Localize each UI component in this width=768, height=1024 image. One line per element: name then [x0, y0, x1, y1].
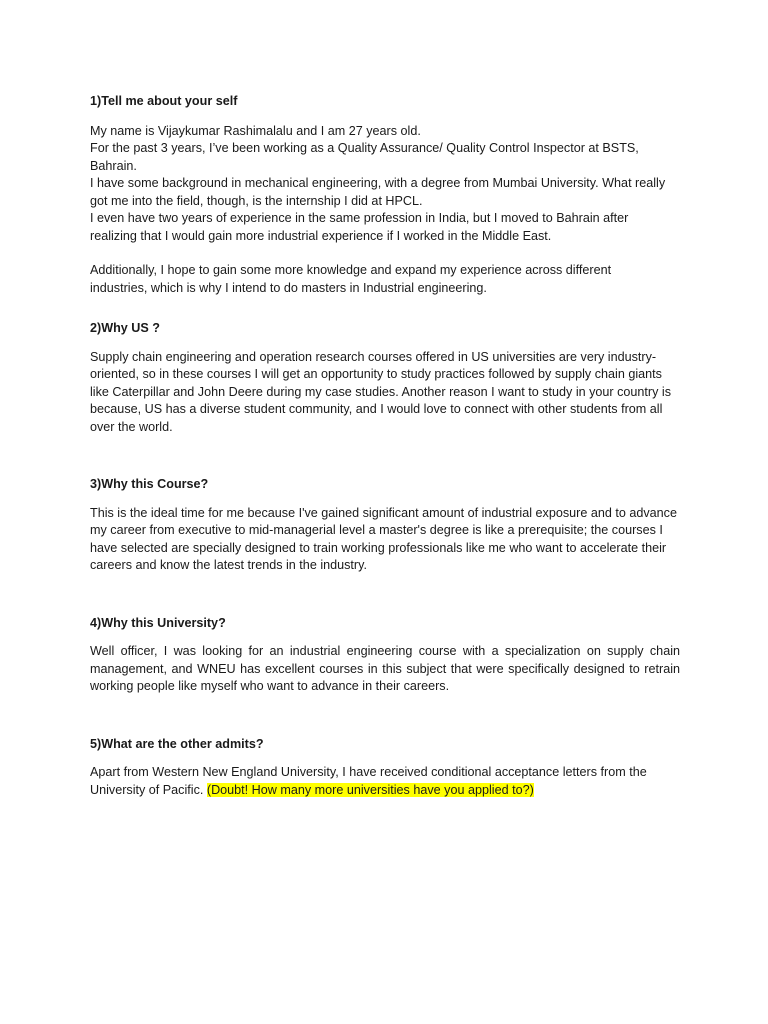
answer-line: I even have two years of experience in the same profession in India, but I moved to Bahrain after [90, 211, 629, 225]
question-2-answer: Supply chain engineering and operation research courses offered in US universities are very industry-oriented, so in these courses I will get an opportunity to study practices followed by supply chain giants like Caterpillar and John Deere during my case studies. Another reason I want to study in your country is because, US has a diverse student community, and I would love to connect with other students from all over the world. [90, 349, 672, 434]
question-5-answer [90, 764, 680, 799]
answer-line: For the past 3 years, I’ve been working as a Quality Assurance/ Quality Control Inspector at BSTS, [90, 141, 639, 155]
answer-line: My name is Vijaykumar Rashimalalu and I am 27 years old. [90, 123, 421, 138]
answer-line: Bahrain. [90, 158, 137, 173]
question-3-title: 3)Why this Course? [90, 477, 209, 491]
question-3-answer: This is the ideal time for me because I've gained significant amount of industrial exposure and to advance my career from executive to mid-managerial level a master's degree is like a prerequisite; the courses I have selected are specially designed to train working professionals like me who want to accelerate their careers and know the latest trends in the industry. [90, 505, 677, 572]
question-1-title: 1)Tell me about your self [90, 94, 238, 108]
answer-line: realizing that I would gain more industrial experience if I worked in the Middle East. [90, 228, 552, 243]
question-5-title: 5)What are the other admits? [90, 736, 264, 751]
answer-line: I have some background in mechanical engineering, with a degree from Mumbai University. What really [90, 176, 666, 190]
answer-text: Apart from Western New England University, I have received conditional acceptance letters from the University of Pacific. [90, 765, 647, 797]
answer-line: industries, which is why I intend to do masters in Industrial engineering. [90, 280, 487, 295]
question-1-answer [90, 123, 680, 246]
question-2-title: 2)Why US ? [90, 321, 160, 335]
question-4-answer: Well officer, I was looking for an industrial engineering course with a specialization on supply chain management, and WNEU has excellent courses in this subject that were specifically designed to retrain working people like myself who want to advance in their careers. [90, 644, 680, 693]
highlighted-note: (Doubt! How many more universities have you applied to?) [206, 782, 534, 797]
question-1-answer-continued [90, 262, 680, 297]
document-page [90, 93, 680, 799]
answer-line: Additionally, I hope to gain some more knowledge and expand my experience across different [90, 263, 612, 277]
question-4-title: 4)Why this University? [90, 615, 226, 630]
answer-line: got me into the field, though, is the internship I did at HPCL. [90, 193, 423, 208]
